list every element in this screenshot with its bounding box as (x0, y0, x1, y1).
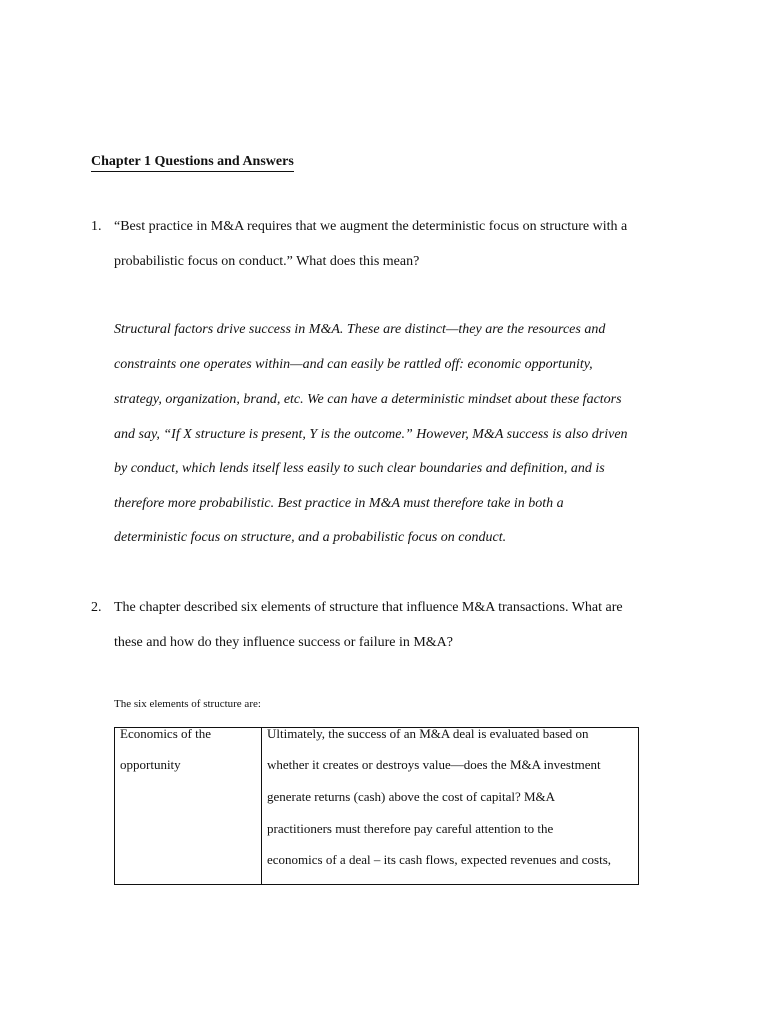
table-right-cell-line: Ultimately, the success of an M&A deal is evaluated based on (267, 726, 589, 741)
table-column-divider (261, 728, 262, 884)
answer-1-line: strategy, organization, brand, etc. We can have a deterministic mindset about these factors (114, 392, 622, 407)
question-2-line: these and how do they influence success or failure in M&A? (114, 635, 454, 650)
table-right-cell-line: economics of a deal – its cash flows, expected revenues and costs, (267, 852, 612, 867)
question-1-line: “Best practice in M&A requires that we augment the deterministic focus on structure with a (114, 219, 628, 234)
table-right-cell-line: practitioners must therefore pay careful attention to the (267, 821, 554, 836)
answer-1-line: by conduct, which lends itself less easily to such clear boundaries and definition, and is (114, 461, 605, 476)
question-1-number: 1. (91, 219, 102, 234)
question-2-line: The chapter described six elements of structure that influence M&A transactions. What are (114, 600, 623, 615)
answer-1-line: constraints one operates within—and can easily be rattled off: economic opportunity, (114, 357, 593, 372)
table-intro: The six elements of structure are: (114, 698, 261, 710)
table-right-cell-line: whether it creates or destroys value—does the M&A investment (267, 757, 601, 772)
answer-1-line: deterministic focus on structure, and a probabilistic focus on conduct. (114, 530, 507, 545)
table-left-cell-line: Economics of the (120, 726, 211, 741)
question-2-number: 2. (91, 600, 102, 615)
answer-1-line: and say, “If X structure is present, Y is the outcome.” However, M&A success is also driven (114, 427, 628, 442)
structure-table (114, 727, 639, 885)
question-1-line: probabilistic focus on conduct.” What does this mean? (114, 254, 420, 269)
answer-1-line: therefore more probabilistic. Best practice in M&A must therefore take in both a (114, 496, 564, 511)
table-right-cell-line: generate returns (cash) above the cost of capital? M&A (267, 789, 556, 804)
chapter-heading: Chapter 1 Questions and Answers (91, 153, 294, 172)
table-left-cell-line: opportunity (120, 757, 181, 772)
answer-1-line: Structural factors drive success in M&A. These are distinct—they are the resources and (114, 322, 606, 337)
